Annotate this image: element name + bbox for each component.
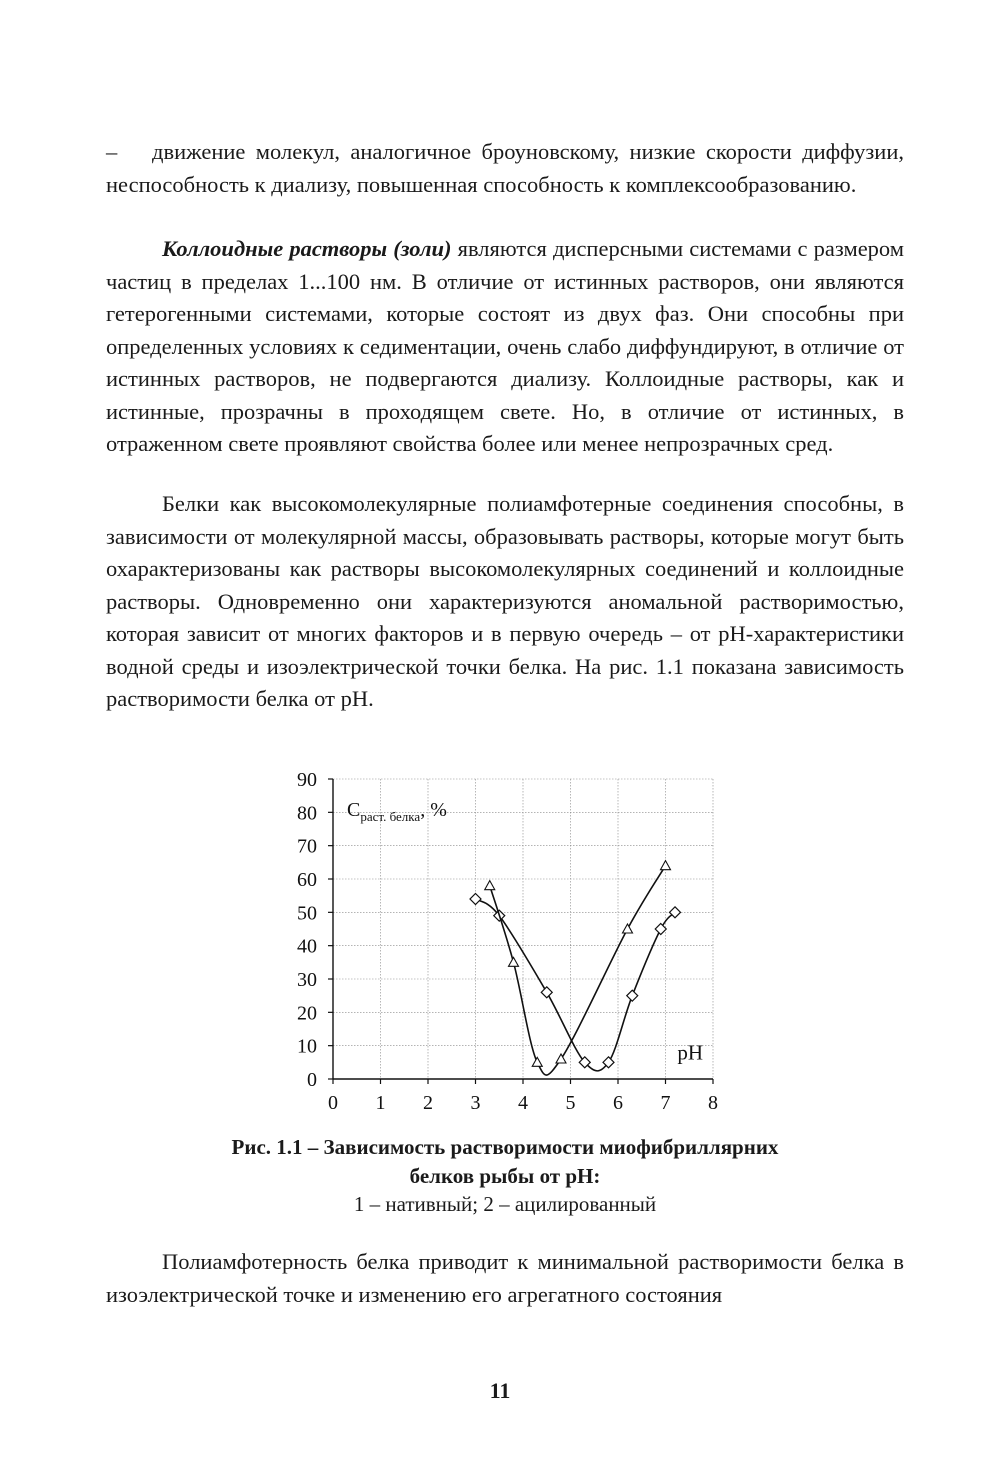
paragraph-colloid <box>106 233 904 461</box>
figure-caption-title-2: белков рыбы от pH: <box>409 1164 601 1188</box>
x-tick-label: 5 <box>565 1092 576 1114</box>
x-tick-label: 3 <box>470 1092 481 1114</box>
chart-svg <box>280 768 740 1128</box>
data-point-triangle <box>661 861 671 870</box>
page-number: 11 <box>489 1378 511 1403</box>
series-line-1 <box>476 899 676 1071</box>
data-point-diamond <box>655 924 666 935</box>
y-tick-label: 90 <box>297 769 317 791</box>
data-point-triangle <box>532 1057 542 1066</box>
term-colloidal-solutions: Коллоидные растворы (золи) <box>162 236 452 261</box>
paragraph-text: Белки как высокомолекулярные полиамфотерные соединения способны, в зависимости от молекулярной массы, образовывать растворы, которые могут быть охарактеризованы как растворы высокомолекулярных соединений и коллоидные растворы. Одновременно они характеризуются аномальной растворимостью, которая зависит от многих факторов и в первую очередь – от pH-характеристики водной среды и изоэлектрической точки белка. На рис. 1.1 показана зависимость растворимости белка от pH. <box>106 491 904 711</box>
x-tick-label: 4 <box>518 1092 528 1114</box>
paragraph-text: являются дисперсными системами с размером частиц в пределах 1...100 нм. В отличие от истинных растворов, они являются гетерогенными системами, которые состоят из двух фаз. Они способны при определенных условиях к седиментации, очень слабо диффундируют, в отличие от истинных растворов, не подвергаются диализу. Коллоидные растворы, как и истинные, прозрачны в проходящем свете. Но, в отличие от истинных, в отраженном свете проявляют свойства более или менее непрозрачных сред. <box>106 236 904 456</box>
solubility-chart <box>280 768 740 1128</box>
paragraph-polyamphoteric <box>106 1246 904 1311</box>
data-point-diamond <box>627 990 638 1001</box>
data-point-triangle <box>623 924 633 933</box>
paragraph-text: движение молекул, аналогичное броуновскому, низкие скорости диффузии, неспособность к диализу, повышенная способность к комплексообразованию. <box>106 139 904 197</box>
figure-caption-title-1: Рис. 1.1 – Зависимость растворимости миофибриллярних <box>231 1135 779 1159</box>
data-point-triangle <box>556 1054 566 1063</box>
y-tick-label: 30 <box>297 969 317 991</box>
y-tick-label: 40 <box>297 935 317 958</box>
x-tick-label: 1 <box>375 1092 386 1114</box>
paragraph-proteins <box>106 488 904 716</box>
x-axis-label: pH <box>677 1040 703 1065</box>
figure-caption-legend: 1 – нативный; 2 – ацилированный <box>353 1192 657 1216</box>
y-tick-label: 50 <box>297 902 317 925</box>
y-tick-label: 80 <box>297 802 317 825</box>
paragraph-dash-item <box>106 136 904 201</box>
y-tick-label: 10 <box>297 1035 317 1058</box>
list-dash: – <box>106 139 118 164</box>
x-tick-label: 8 <box>708 1092 718 1114</box>
y-axis-label: $C_{раст. белка}$, % <box>347 799 447 824</box>
paragraph-text: Полиамфотерность белка приводит к минимальной растворимости белка в изоэлектрической точке и изменению его агрегатного состояния <box>106 1249 904 1307</box>
data-point-diamond <box>470 894 481 905</box>
x-tick-label: 0 <box>328 1092 338 1114</box>
y-tick-label: 60 <box>297 869 317 891</box>
data-point-diamond <box>541 987 552 998</box>
y-tick-label: 0 <box>307 1069 317 1091</box>
x-tick-label: 7 <box>660 1092 671 1114</box>
data-point-triangle <box>509 957 519 966</box>
y-tick-label: 70 <box>297 835 317 858</box>
data-point-triangle <box>485 881 495 890</box>
x-tick-label: 2 <box>423 1092 433 1114</box>
y-tick-label: 20 <box>297 1002 317 1025</box>
x-tick-label: 6 <box>613 1092 623 1114</box>
series-line-2 <box>490 866 666 1075</box>
